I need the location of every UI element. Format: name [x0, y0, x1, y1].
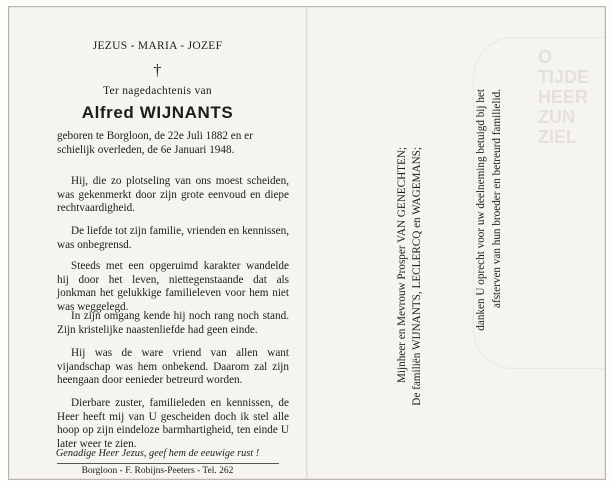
left-page — [9, 7, 306, 479]
cross-icon: † — [153, 62, 162, 79]
header-text: JEZUS - MARIA - JOZEF — [92, 40, 223, 52]
paragraph: Dierbare zuster, familieleden en kennissen, de Heer heeft mij van U gescheiden doch ik stel alle hoop op zijn eindeloze barmhartigheid, ten einde U later weer te zien. — [57, 397, 289, 450]
printer-credit: Borgloon - F. Robijns-Peeters - Tel. 262 — [81, 466, 234, 476]
paragraph: In zijn omgang kende hij noch rang noch stand. Zijn kristelijke naastenliefde had geen einde. — [57, 310, 289, 336]
thanks-line-2: De familiën WIJNANTS, LECLERCQ en WAGEMANS; — [411, 147, 423, 406]
right-page — [308, 7, 605, 479]
memorial-card — [8, 6, 606, 480]
thanks-line-3: danken U oprecht voor uw deelneming betuigd bij het — [475, 89, 487, 331]
thanks-line-1: Mijnheer en Mevrouw Prosper VAN GENECHTEN; — [396, 147, 408, 384]
prayer-line: Genadige Heer Jezus, geef hem de eeuwige rust ! — [55, 448, 260, 459]
paragraph: Steeds met een opgeruimd karakter wandelde hij door het leven, niettegenstaande dat als jonkman het gelukkige familieleven voor hem niet was weggelegd. — [57, 260, 289, 313]
show-through-text: O TIJDE HEER ZUN ZIEL — [538, 47, 590, 147]
deceased-name: Alfred WIJNANTS — [81, 103, 234, 122]
thanks-line-4: afsterven van hun broeder en betreurd familielid. — [491, 89, 503, 308]
memorial-line: Ter nagedachtenis van — [103, 85, 212, 97]
birth-line-2: schielijk overleden, de 6e Januari 1948. — [57, 144, 235, 156]
paragraph: Hij was de ware vriend van allen want vijandschap was hem onbekend. Daarom zal zijn heengaan door eenieder betreurd worden. — [57, 347, 289, 387]
paragraph: Hij, die zo plotseling van ons moest scheiden, was gekenmerkt door zijn grote eenvoud en diepe rechtvaardigheid. — [57, 175, 289, 215]
divider — [57, 463, 279, 464]
birth-line-1: geboren te Borgloon, de 22e Juli 1882 en er — [57, 130, 253, 142]
paragraph: De liefde tot zijn familie, vrienden en kennissen, was onbegrensd. — [57, 225, 289, 251]
